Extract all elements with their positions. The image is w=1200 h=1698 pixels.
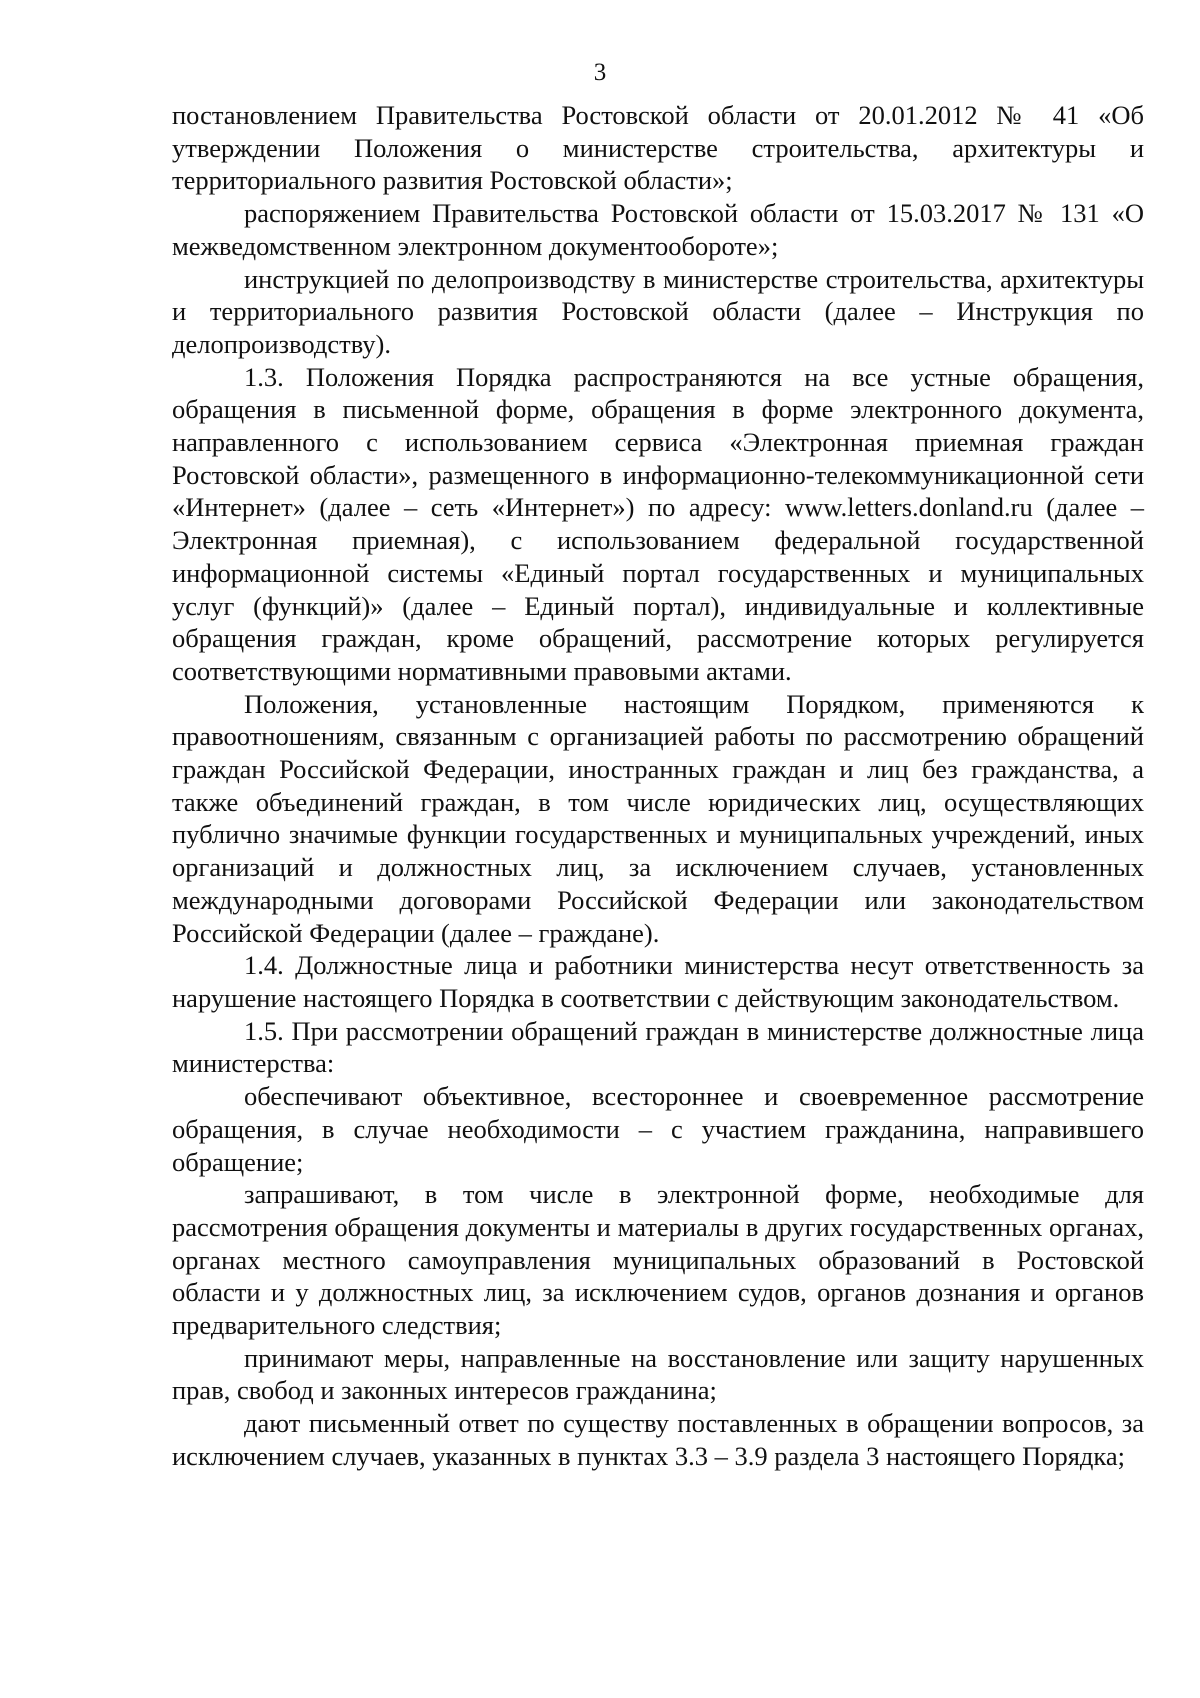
document-body (172, 99, 1144, 1473)
paragraph-resolution-41: постановлением Правительства Ростовской области от 20.01.2012 № 41 «Об утверждении Положения о министерстве строительства, архитектуры и территориального развития Ростовской области»; (172, 100, 1144, 196)
paragraph-1-4: 1.4. Должностные лица и работники министерства несут ответственность за нарушение настоящего Порядка в соответствии с действующим законодательством. (172, 950, 1144, 1013)
paragraph-order-131: распоряжением Правительства Ростовской области от 15.03.2017 № 131 «О межведомственном электронном документообороте»; (172, 198, 1144, 261)
paragraph-answer: дают письменный ответ по существу поставленных в обращении вопросов, за исключением случаев, указанных в пунктах 3.3 – 3.9 раздела 3 настоящего Порядка; (172, 1408, 1144, 1471)
paragraph-instruction: инструкцией по делопроизводству в министерстве строительства, архитектуры и территориального развития Ростовской области (далее – Инструкция по делопроизводству). (172, 263, 1144, 359)
paragraph-1-5: 1.5. При рассмотрении обращений граждан в министерстве должностные лица министерства: (172, 1015, 1144, 1079)
paragraph-1-3: 1.3. Положения Порядка распространяются на все устные обращения, обращения в письменной форме, обращения в форме электронного документа, направленного с использованием сервиса «Электронная приемная граждан Ростовской области», размещенного в информационно-телекоммуникационной сети «Интернет» (далее – сеть «Интернет») по адресу: www.letters.donland.ru (далее – Электронная приемная), с использованием федеральной государственной информационной системы «Единый портал государственных и муниципальных услуг (функций)» (далее – Единый портал), индивидуальные и коллективные обращения граждан, кроме обращений, рассмотрение которых регулируется соответствующими нормативными правовыми актами. (172, 361, 1144, 686)
paragraph-request: запрашивают, в том числе в электронной форме, необходимые для рассмотрения обращения документы и материалы в других государственных органах, органах местного самоуправления муниципальных образований в Ростовской области и у должностных лиц, за исключением судов, органов дознания и органов предварительного следствия; (172, 1179, 1144, 1341)
paragraph-measures: принимают меры, направленные на восстановление или защиту нарушенных прав, свобод и законных интересов гражданина; (172, 1342, 1144, 1406)
paragraph-provisions: Положения, установленные настоящим Порядком, применяются к правоотношениям, связанным с организацией работы по рассмотрению обращений граждан Российской Федерации, иностранных граждан и лиц без гражданства, а также объединений граждан, в том числе юридических лиц, осуществляющих публично значимые функции государственных и муниципальных учреждений, иных организаций и должностных лиц, за исключением случаев, установленных международными договорами Российской Федерации или законодательством Российской Федерации (далее – граждане). (172, 688, 1144, 948)
page-number: 3 (593, 59, 607, 86)
paragraph-ensure: обеспечивают объективное, всестороннее и своевременное рассмотрение обращения, в случае необходимости – с участием гражданина, направившего обращение; (172, 1081, 1144, 1177)
